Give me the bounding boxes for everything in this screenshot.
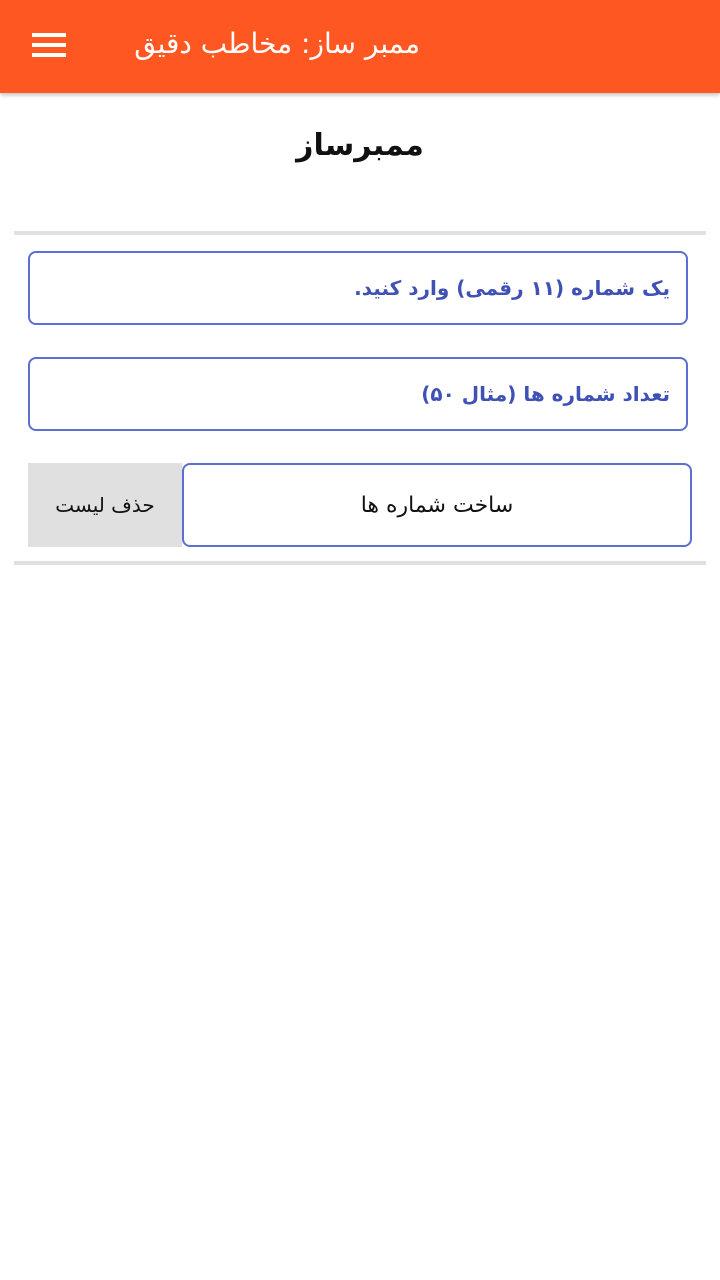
count-input[interactable] — [44, 381, 672, 407]
delete-list-button[interactable]: حذف لیست — [28, 463, 182, 547]
menu-button[interactable] — [22, 22, 76, 68]
app-title: ممبر ساز: مخاطب دقیق — [134, 27, 420, 60]
top-divider — [14, 231, 706, 235]
bottom-divider — [14, 561, 706, 565]
page-title: ممبرساز — [296, 128, 424, 163]
count-field[interactable] — [28, 357, 688, 431]
phone-number-input[interactable] — [44, 275, 672, 301]
phone-number-field[interactable] — [28, 251, 688, 325]
build-numbers-button[interactable]: ساخت شماره ها — [182, 463, 692, 547]
hamburger-menu-icon — [32, 32, 66, 58]
app-bar — [0, 0, 720, 93]
